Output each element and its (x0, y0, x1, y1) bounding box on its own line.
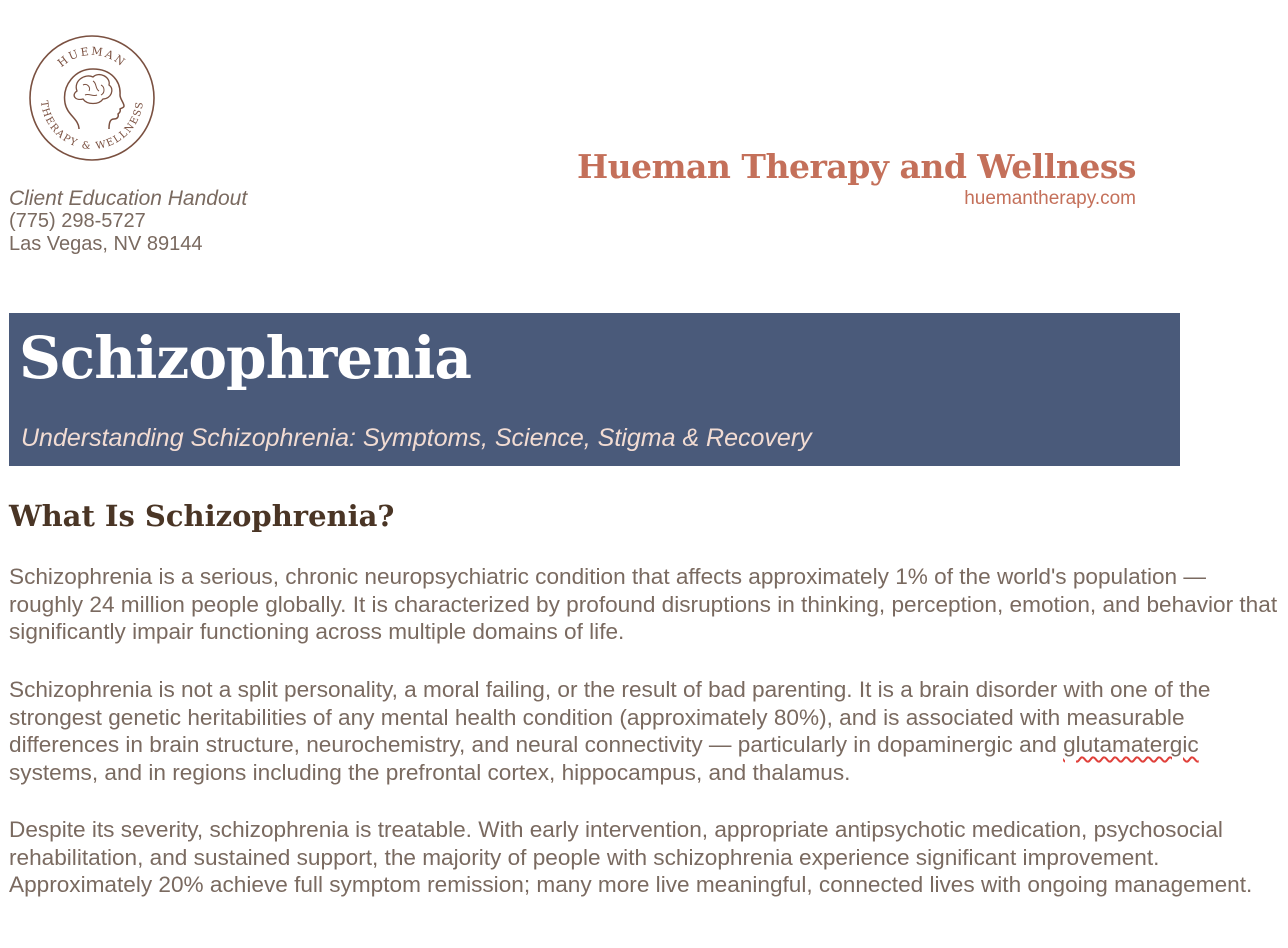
paragraph-text: Schizophrenia is not a split personality, a moral failing, or the result of bad parenting. It is a brain disorder with one of the strongest genetic heritabilities of any mental health condition (approximately 80%), and is associated with measurable differences in brain structure, neurochemistry, and neural connectivity — particularly in dopaminergic and (9, 677, 1211, 757)
paragraph-intro[interactable]: Schizophrenia is a serious, chronic neuropsychiatric condition that affects approximately 1% of the world's population — roughly 24 million people globally. It is characterized by profound disruptions in thinking, perception, emotion, and behavior that significantly impair functioning across multiple domains of life. (9, 564, 1278, 644)
brain-head-logo-icon (27, 33, 157, 163)
org-name: Hueman Therapy and Wellness (576, 147, 1136, 186)
paragraph-text: systems, and in regions including the prefrontal cortex, hippocampus, and thalamus. (9, 759, 851, 785)
title-banner (9, 313, 1180, 466)
page-subtitle: Understanding Schizophrenia: Symptoms, Science, Stigma & Recovery (21, 424, 812, 452)
spellcheck-flagged-word[interactable]: glutamatergic (1063, 732, 1199, 757)
paragraph-treatment[interactable]: Despite its severity, schizophrenia is treatable. With early intervention, appropriate antipsychotic medication, psychosocial rehabilitation, and sustained support, the majority of people with schizophrenia experience significant improvement. Approximately 20% achieve full symptom remission; many more live meaningful, connected lives with ongoing management. (9, 817, 1253, 897)
org-url: huemantherapy.com (964, 188, 1136, 209)
location: Las Vegas, NV 89144 (9, 233, 203, 255)
page-title: Schizophrenia (19, 324, 471, 392)
svg-text:THERAPY & WELLNESS (38, 100, 146, 152)
logo-bottom-text: THERAPY & WELLNESS (37, 100, 147, 153)
contact-block (9, 187, 247, 256)
logo (27, 33, 157, 163)
svg-text:HUEMAN (55, 45, 129, 70)
section-heading: What Is Schizophrenia? (9, 499, 395, 533)
logo-top-text: HUEMAN (55, 44, 129, 70)
phone-number: (775) 298-5727 (9, 210, 146, 232)
org-block (577, 146, 1136, 210)
handout-label: Client Education Handout (9, 187, 248, 210)
paragraph-brain-disorder[interactable] (9, 676, 1284, 786)
